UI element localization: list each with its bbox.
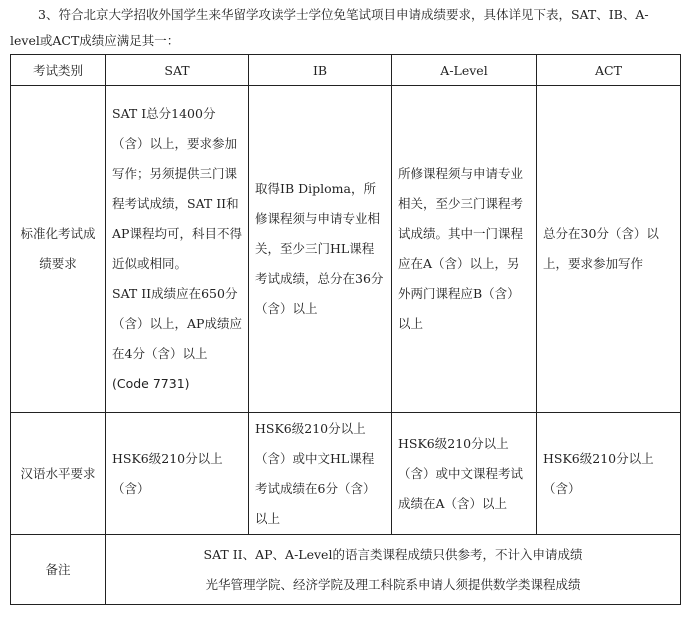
notes-line-1: SAT II、AP、A-Level的语言类课程成绩只供参考，不计入申请成绩 [203,546,583,562]
cell-notes [106,535,681,605]
header-alevel: A-Level [392,55,537,86]
sat-code: (Code 7731) [112,376,190,391]
notes-row [11,535,681,605]
row-label-standardized: 标准化考试成绩要求 [11,86,106,413]
header-act: ACT [537,55,681,86]
intro-line-2: level或ACT成绩应满足其一： [10,33,180,48]
cell-alevel-standardized: 所修课程须与申请专业相关，至少三门课程考试成绩。其中一门课程应在A（含）以上，另外两门课程应B（含）以上 [392,86,537,413]
intro-line-1: 3、符合北京大学招收外国学生来华留学攻读学士学位免笔试项目申请成绩要求，具体详见下表，SAT、IB、A- [38,7,649,22]
sat-standardized-para-2: SAT II成绩应在650分（含）以上，AP成绩应在4分（含）以上 [112,286,242,361]
cell-sat-standardized [106,86,249,413]
cell-sat-chinese: HSK6级210分以上（含） [106,413,249,535]
notes-line-2: 光华管理学院、经济学院及理工科院系申请人须提供数学类课程成绩 [205,576,581,592]
cell-act-standardized: 总分在30分（含）以上，要求参加写作 [537,86,681,413]
cell-alevel-chinese: HSK6级210分以上（含）或中文课程考试成绩在A（含）以上 [392,413,537,535]
header-ib: IB [249,55,392,86]
intro-paragraph [10,2,680,54]
header-sat: SAT [106,55,249,86]
table-row [11,413,681,535]
requirements-table [10,54,681,605]
cell-act-chinese: HSK6级210分以上（含） [537,413,681,535]
row-label-notes: 备注 [11,535,106,605]
header-category: 考试类别 [11,55,106,86]
cell-ib-chinese: HSK6级210分以上（含）或中文HL课程考试成绩在6分（含）以上 [249,413,392,535]
table-row [11,86,681,413]
row-label-chinese: 汉语水平要求 [11,413,106,535]
sat-standardized-para-1: SAT I总分1400分（含）以上，要求参加写作；另须提供三门课程考试成绩，SAT II和AP课程均可，科目不得近似或相同。 [112,106,242,271]
header-row [11,55,681,86]
cell-ib-standardized: 取得IB Diploma，所修课程须与申请专业相关，至少三门HL课程考试成绩，总分在36分（含）以上 [249,86,392,413]
